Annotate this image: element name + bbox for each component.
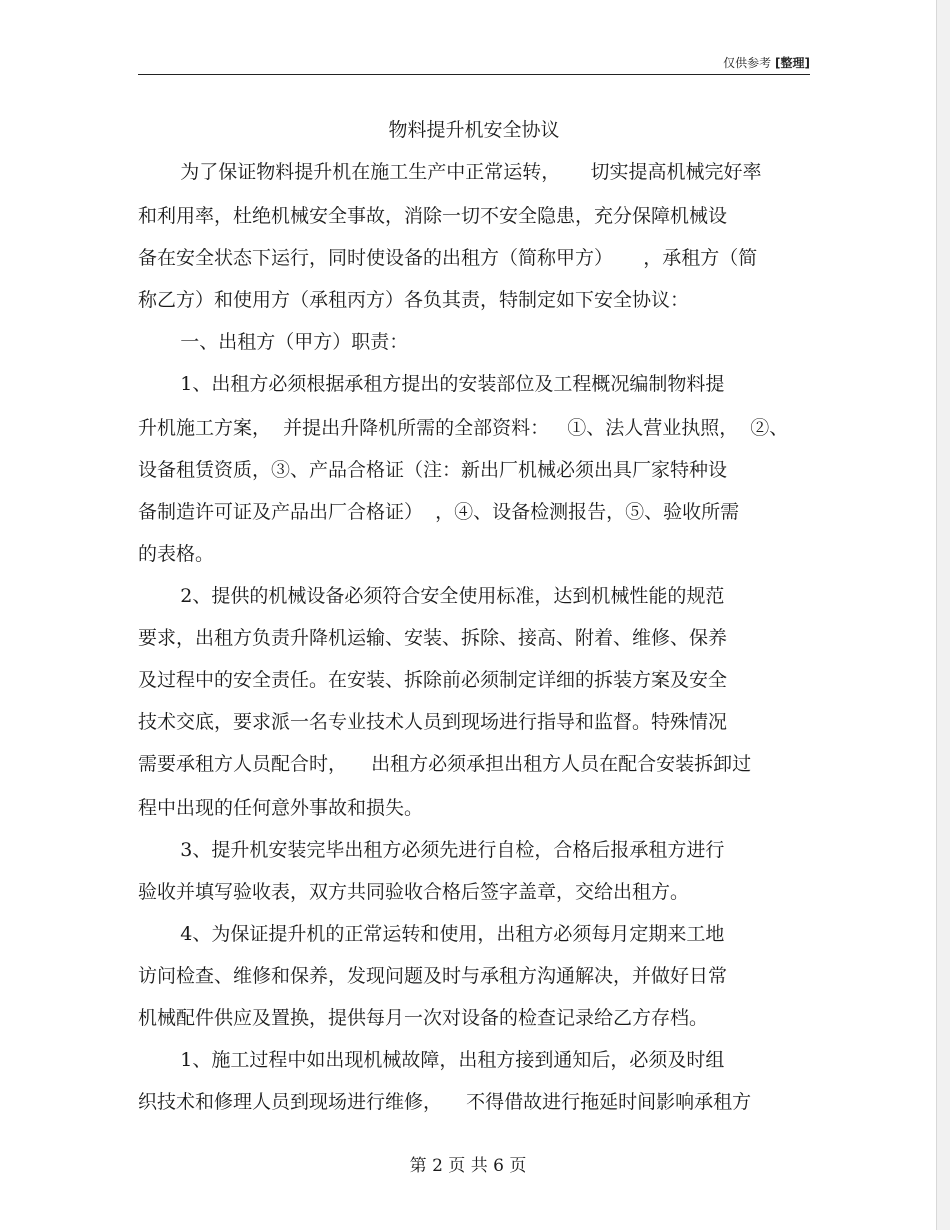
- body-line: 为了保证物料提升机在施工生产中正常运转， 切实提高机械完好率: [138, 161, 762, 183]
- body-line: 的表格。: [138, 543, 215, 565]
- body-line: 备在安全状态下运行，同时使设备的出租方（简称甲方） ，承租方（简: [138, 247, 758, 269]
- body-line: 织技术和修理人员到现场进行维修， 不得借故进行拖延时间影响承租方: [138, 1091, 752, 1113]
- body-line: 备制造许可证及产品出厂合格证） ，④、设备检测报告，⑤、验收所需: [138, 501, 740, 523]
- body-line: 1、出租方必须根据承租方提出的安装部位及工程概况编制物料提: [138, 373, 725, 395]
- body-line: 和利用率，杜绝机械安全事故，消除一切不安全隐患，充分保障机械设: [138, 205, 728, 227]
- body-line: 升机施工方案， 并提出升降机所需的全部资料： ①、法人营业执照， ②、: [138, 417, 789, 439]
- body-line: 2、提供的机械设备必须符合安全使用标准，达到机械性能的规范: [138, 585, 725, 607]
- body-line: 要求，出租方负责升降机运输、安装、拆除、接高、附着、维修、保养: [138, 627, 728, 649]
- header-text: 仅供参考: [723, 56, 772, 70]
- body-line: 技术交底，要求派一名专业技术人员到现场进行指导和监督。特殊情况: [138, 711, 728, 733]
- page-header: [138, 52, 810, 75]
- body-line: 访问检查、维修和保养，发现问题及时与承租方沟通解决，并做好日常: [138, 965, 728, 987]
- body-line: 称乙方）和使用方（承租丙方）各负其责，特制定如下安全协议：: [138, 289, 690, 311]
- body-line: 需要承租方人员配合时， 出租方必须承担出租方人员在配合安装拆卸过: [138, 753, 752, 775]
- body-line: 及过程中的安全责任。在安装、拆除前必须制定详细的拆装方案及安全: [138, 669, 728, 691]
- body-line: 机械配件供应及置换，提供每月一次对设备的检查记录给乙方存档。: [138, 1007, 709, 1029]
- body-line: 程中出现的任何意外事故和损失。: [138, 797, 424, 819]
- body-line: 验收并填写验收表，双方共同验收合格后签字盖章，交给出租方。: [138, 881, 690, 903]
- header-tag: [整理]: [775, 56, 810, 70]
- page-footer: 第 2 页 共 6 页: [409, 1156, 527, 1176]
- body-line: 1、施工过程中如出现机械故障，出租方接到通知后，必须及时组: [138, 1049, 725, 1071]
- body-line: 设备租赁资质，③、产品合格证（注：新出厂机械必须出具厂家特种设: [138, 459, 728, 481]
- body-line: 3、提升机安装完毕出租方必须先进行自检，合格后报承租方进行: [138, 839, 725, 861]
- body-line: 4、为保证提升机的正常运转和使用，出租方必须每月定期来工地: [138, 923, 725, 945]
- body-line: 一、出租方（甲方）职责：: [138, 331, 409, 353]
- document-title: 物料提升机安全协议: [388, 119, 560, 141]
